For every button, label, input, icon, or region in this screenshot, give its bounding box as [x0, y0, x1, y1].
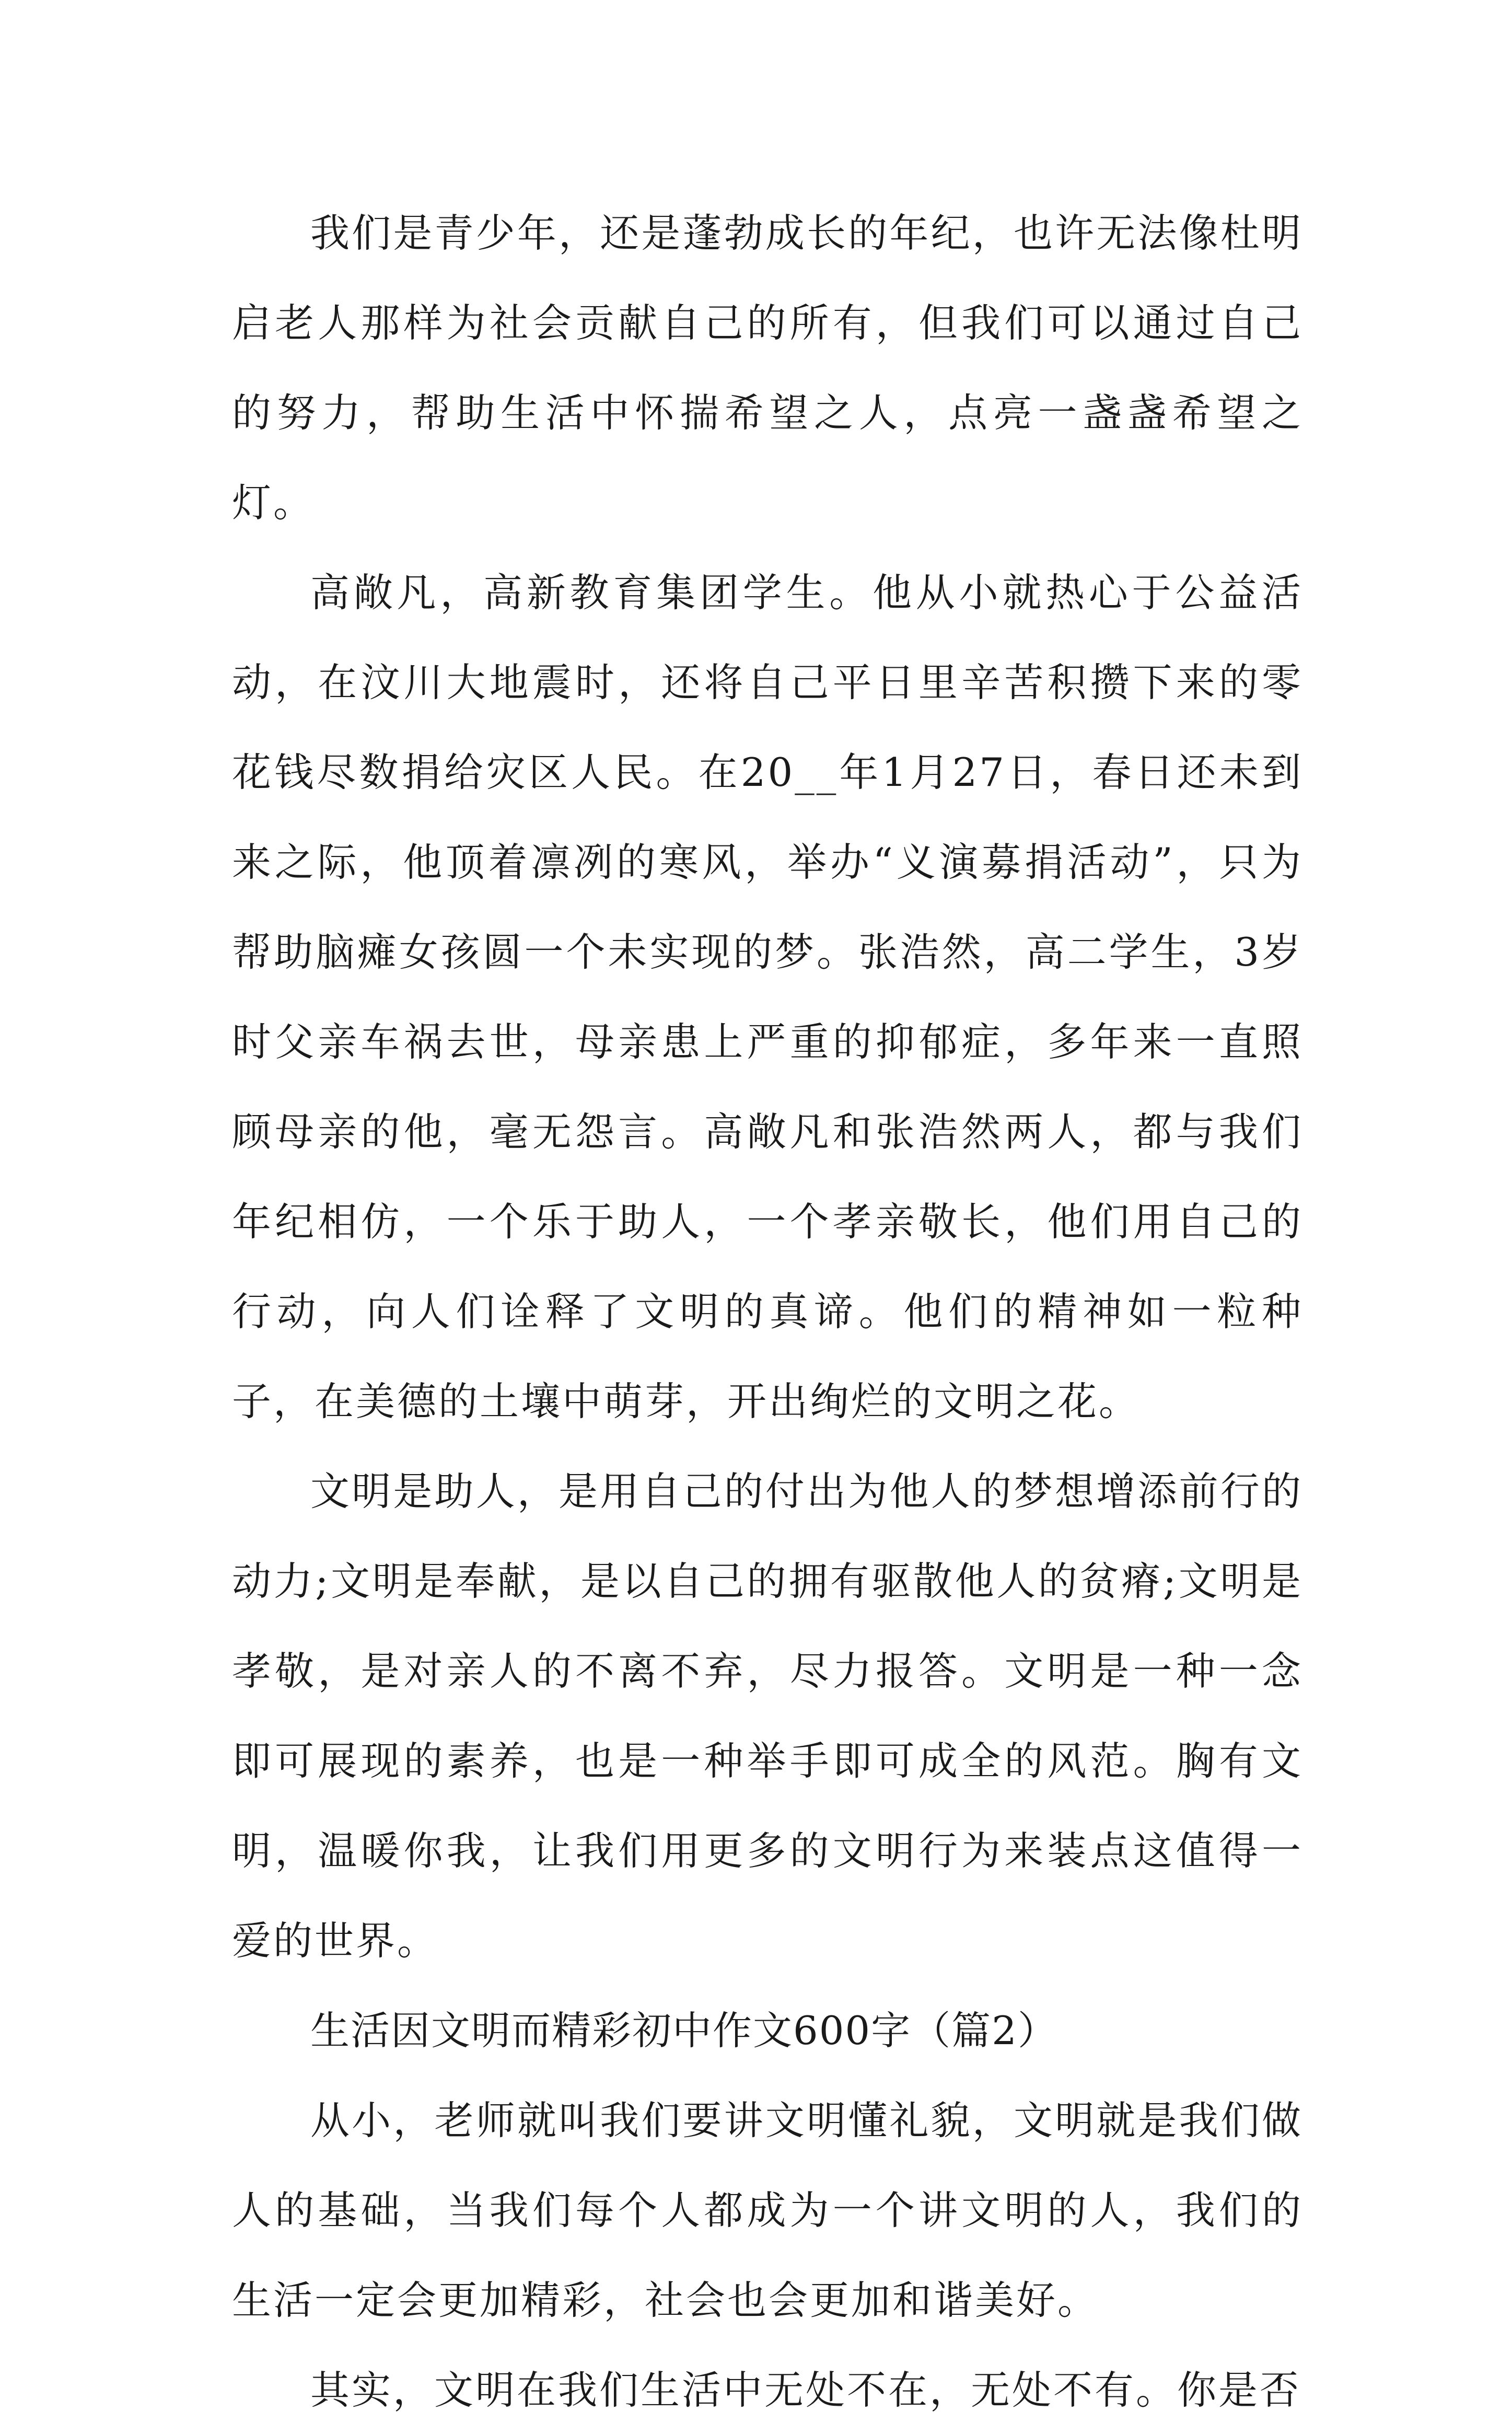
paragraph-5: 其实，文明在我们生活中无处不在，无处不有。你是否: [310, 2367, 1301, 2413]
section-heading: 生活因文明而精彩初中作文600字（篇2）: [310, 2008, 1058, 2054]
paragraph-3: 文明是助人，是用自己的付出为他人的梦想增添前行的动力;文明是奉献，是以自己的拥有驱散他人的贫瘠;文明是孝敬，是对亲人的不离不弃，尽力报答。文明是一种一念即可展现的素养，也是一种举手即可成全的风范。胸有文明，温暖你我，让我们用更多的文明行为来装点这值得一爱的世界。: [232, 1468, 1303, 1964]
paragraph-1: 我们是青少年，还是蓬勃成长的年纪，也许无法像杜明启老人那样为社会贡献自己的所有，但我们可以通过自己的努力，帮助生活中怀揣希望之人，点亮一盏盏希望之灯。: [232, 210, 1303, 526]
paragraph-2: 高敞凡，高新教育集团学生。他从小就热心于公益活动，在汶川大地震时，还将自己平日里辛苦积攒下来的零花钱尽数捐给灾区人民。在20__年1月27日，春日还未到来之际，他顶着凛冽的寒风，举办“义演募捐活动”，只为帮助脑瘫女孩圆一个未实现的梦。张浩然，高二学生，3岁时父亲车祸去世，母亲患上严重的抑郁症，多年来一直照顾母亲的他，毫无怨言。高敞凡和张浩然两人，都与我们年纪相仿，一个乐于助人，一个孝亲敬长，他们用自己的行动，向人们诠释了文明的真谛。他们的精神如一粒种子，在美德的土壤中萌芽，开出绚烂的文明之花。: [232, 570, 1303, 1424]
document-body: [232, 188, 1303, 2435]
paragraph-4: 从小，老师就叫我们要讲文明懂礼貌，文明就是我们做人的基础，当我们每个人都成为一个讲文明的人，我们的生活一定会更加精彩，社会也会更加和谐美好。: [232, 2097, 1303, 2323]
